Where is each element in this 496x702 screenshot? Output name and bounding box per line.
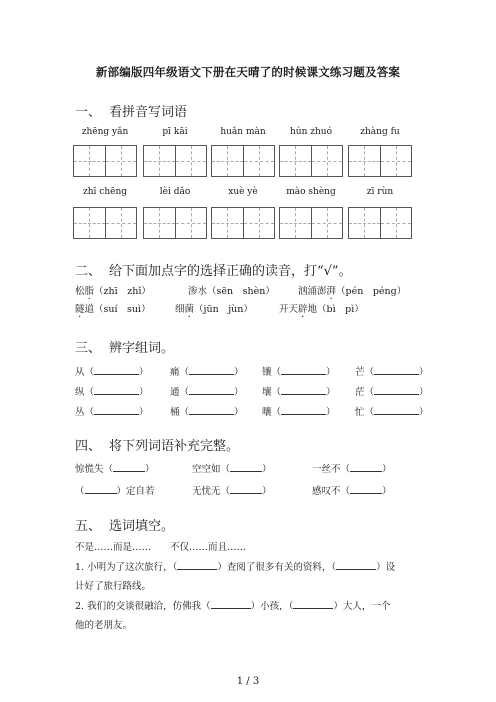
word-group-item[interactable]: 镶（ ） <box>262 367 336 378</box>
writing-grid[interactable] <box>279 145 343 177</box>
word-group-item[interactable]: 桶（ ） <box>170 407 244 418</box>
section-number: 五、 <box>75 519 102 534</box>
document-title: 新部编版四年级语文下册在天晴了的时候课文练习题及答案 <box>95 65 401 79</box>
question-2-continued: 他的老朋友。 <box>75 620 133 631</box>
pinyin-label: zhàng fu <box>360 127 400 137</box>
section-title: 将下列词语补充完整。 <box>109 439 240 454</box>
writing-grid[interactable] <box>73 207 137 239</box>
section-5-heading <box>75 515 174 534</box>
pinyin-label: huǎn màn <box>220 127 266 137</box>
reading-choice-item[interactable]: 渗水（sēn shèn） <box>188 286 275 297</box>
writing-grid[interactable] <box>143 207 207 239</box>
reading-choice-item[interactable]: 细菌（jūn jùn） <box>175 304 253 315</box>
word-group-item[interactable]: 痛（ ） <box>170 367 244 378</box>
word-group-item[interactable]: 丛（ ） <box>75 407 149 418</box>
pinyin-label: zī rùn <box>366 187 394 197</box>
section-title: 给下面加点字的选择正确的读音，打“√”。 <box>109 264 352 279</box>
word-group-item[interactable]: 壤（ ） <box>262 387 336 398</box>
word-group-item[interactable]: 纵（ ） <box>75 387 149 398</box>
word-group-item[interactable]: 从（ ） <box>75 367 149 378</box>
reading-choice-item[interactable]: 汹涌澎湃（pén péng） <box>298 286 407 297</box>
idiom-fill-item[interactable]: 无忧无（ ） <box>192 486 272 497</box>
section-2-heading <box>75 260 352 279</box>
word-group-item[interactable]: 芒（ ） <box>355 367 429 378</box>
pinyin-label: pī kāi <box>162 127 188 137</box>
writing-grid[interactable] <box>143 145 207 177</box>
word-options: 不是……而是…… 不仅……而且…… <box>75 542 247 553</box>
writing-grid[interactable] <box>348 145 412 177</box>
idiom-fill-item[interactable]: 一丝不（ ） <box>312 464 392 475</box>
writing-grid[interactable] <box>211 145 275 177</box>
section-title: 看拼音写词语 <box>109 105 188 120</box>
word-group-item[interactable]: 忙（ ） <box>355 407 429 418</box>
section-title: 选词填空。 <box>109 519 175 534</box>
idiom-fill-item[interactable]: （ ）定自若 <box>75 486 155 497</box>
section-number: 三、 <box>75 341 102 356</box>
pinyin-label: zhī chēng <box>83 187 127 197</box>
section-3-heading <box>75 337 174 356</box>
pinyin-label: zhēng yǎn <box>81 127 129 137</box>
word-group-item[interactable]: 茫（ ） <box>355 387 429 398</box>
section-number: 二、 <box>75 264 102 279</box>
question-1[interactable]: 1. 小明为了这次旅行，（ ）查阅了很多有关的资料，（ ）设 <box>75 562 396 573</box>
section-4-heading <box>75 435 239 454</box>
question-1-continued: 计好了旅行路线。 <box>75 581 152 592</box>
pinyin-label: lèi dǎo <box>159 187 191 197</box>
pinyin-label: hún zhuó <box>289 127 332 137</box>
section-number: 一、 <box>75 105 102 120</box>
reading-choice-item[interactable]: 松脂（zhī zhǐ） <box>75 286 151 297</box>
section-1-heading <box>75 101 187 120</box>
word-group-item[interactable]: 嚷（ ） <box>262 407 336 418</box>
writing-grid[interactable] <box>348 207 412 239</box>
pinyin-label: mào shèng <box>286 187 336 197</box>
writing-grid[interactable] <box>73 145 137 177</box>
reading-choice-item[interactable]: 隧道（suí suì） <box>75 304 151 315</box>
word-group-item[interactable]: 通（ ） <box>170 387 244 398</box>
idiom-fill-item[interactable]: 空空如（ ） <box>192 464 272 475</box>
pinyin-label: xuè yè <box>228 187 258 197</box>
writing-grid[interactable] <box>211 207 275 239</box>
page-number: 1 / 3 <box>236 676 260 687</box>
idiom-fill-item[interactable]: 惊慌失（ ） <box>75 464 155 475</box>
writing-grid[interactable] <box>279 207 343 239</box>
question-2[interactable]: 2. 我们的交谈很融洽，仿佛我（ ）小孩，（ ）大人，一个 <box>75 601 391 612</box>
section-title: 辨字组词。 <box>109 341 175 356</box>
section-number: 四、 <box>75 439 102 454</box>
idiom-fill-item[interactable]: 感叹不（ ） <box>312 486 392 497</box>
reading-choice-item[interactable]: 开天辟地（bì pì） <box>279 304 364 315</box>
